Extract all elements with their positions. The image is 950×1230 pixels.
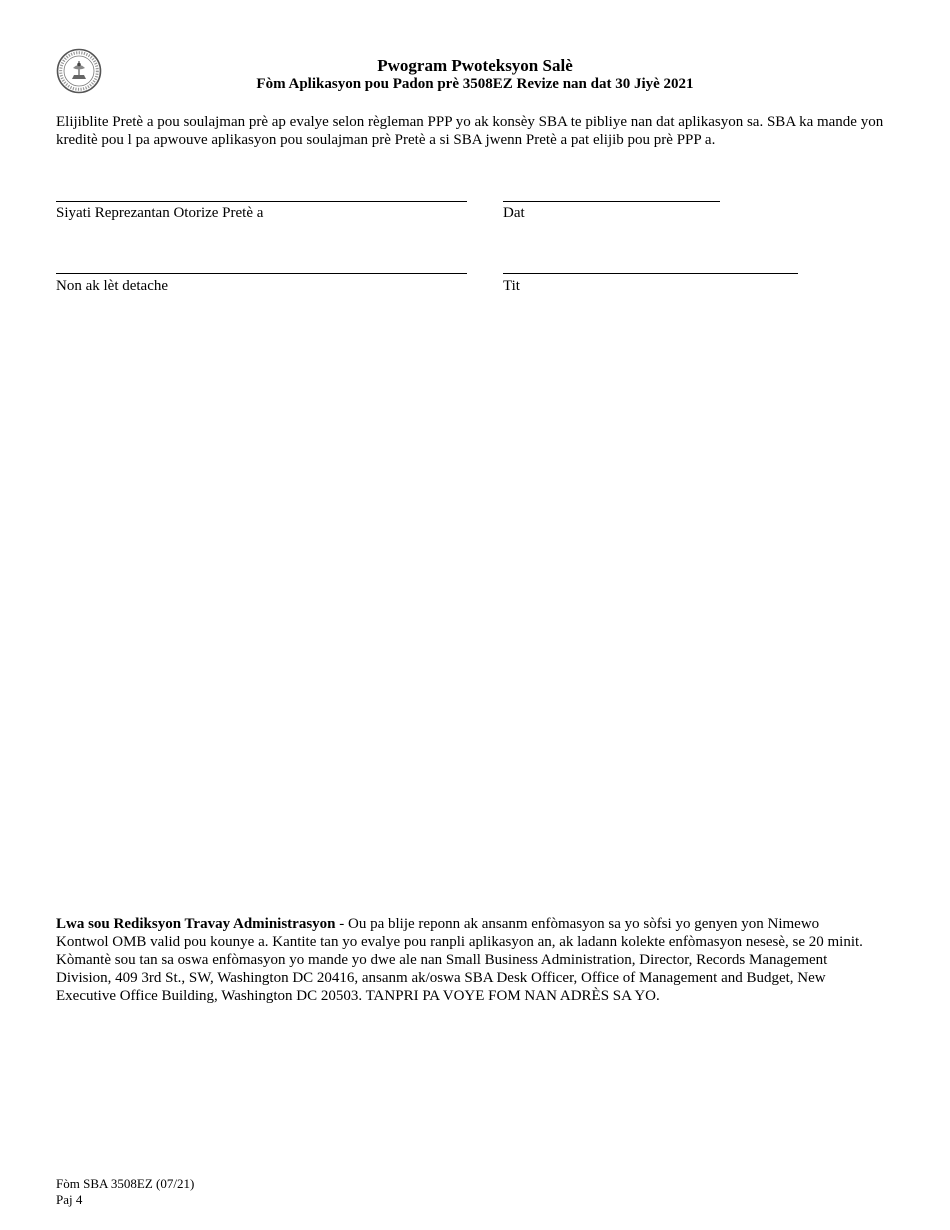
signature-label: Siyati Reprezantan Otorize Pretè a — [56, 205, 264, 221]
title-label: Tit — [503, 278, 520, 294]
page-subtitle: Fòm Aplikasyon pou Padon prè 3508EZ Revize nan dat 30 Jiyè 2021 — [256, 76, 694, 92]
signature-line[interactable] — [56, 201, 467, 202]
page-number: Paj 4 — [56, 1192, 83, 1207]
date-label: Dat — [503, 205, 525, 221]
date-line[interactable] — [503, 201, 720, 202]
notice-body: - Ou pa blije reponn ak ansanm enfòmasyon sa yo sòfsi yo genyen yon Nimewo Kontwol OMB valid pou kounye a. Kantite tan yo evalye pou ranpli aplikasyon an, ak ladann kolekte enfòmasyon nesesè, se 20 minit. Kòmantè sou tan sa oswa enfòmasyon yo mande yo dwe ale nan Small Business Administration, Director, Records Management Division, 409 3rd St., SW, Washington DC 20416, ansanm ak/oswa SBA Desk Officer, Office of Management and Budget, New Executive Office Building, Washington DC 20503. TANPRI PA VOYE FOM NAN ADRÈS SA YO. — [56, 916, 863, 1004]
form-identifier: Fòm SBA 3508EZ (07/21) — [56, 1176, 195, 1191]
page-title: Pwogram Pwoteksyon Salè — [377, 56, 573, 75]
printed-name-line[interactable] — [56, 273, 467, 274]
title-line[interactable] — [503, 273, 798, 274]
notice-heading: Lwa sou Rediksyon Travay Administrasyon — [56, 916, 336, 932]
eligibility-paragraph: Elijiblite Pretè a pou soulajman prè ap evalye selon règleman PPP yo ak konsèy SBA te pibliye nan dat aplikasyon sa. SBA ka mande yon kreditè pou l pa apwouve aplikasyon pou soulajman prè Pretè a si SBA jwenn Pretè a pat elijib pou prè PPP a. — [56, 114, 884, 148]
paperwork-reduction-notice — [56, 915, 866, 1005]
printed-name-label: Non ak lèt detache — [56, 278, 169, 294]
